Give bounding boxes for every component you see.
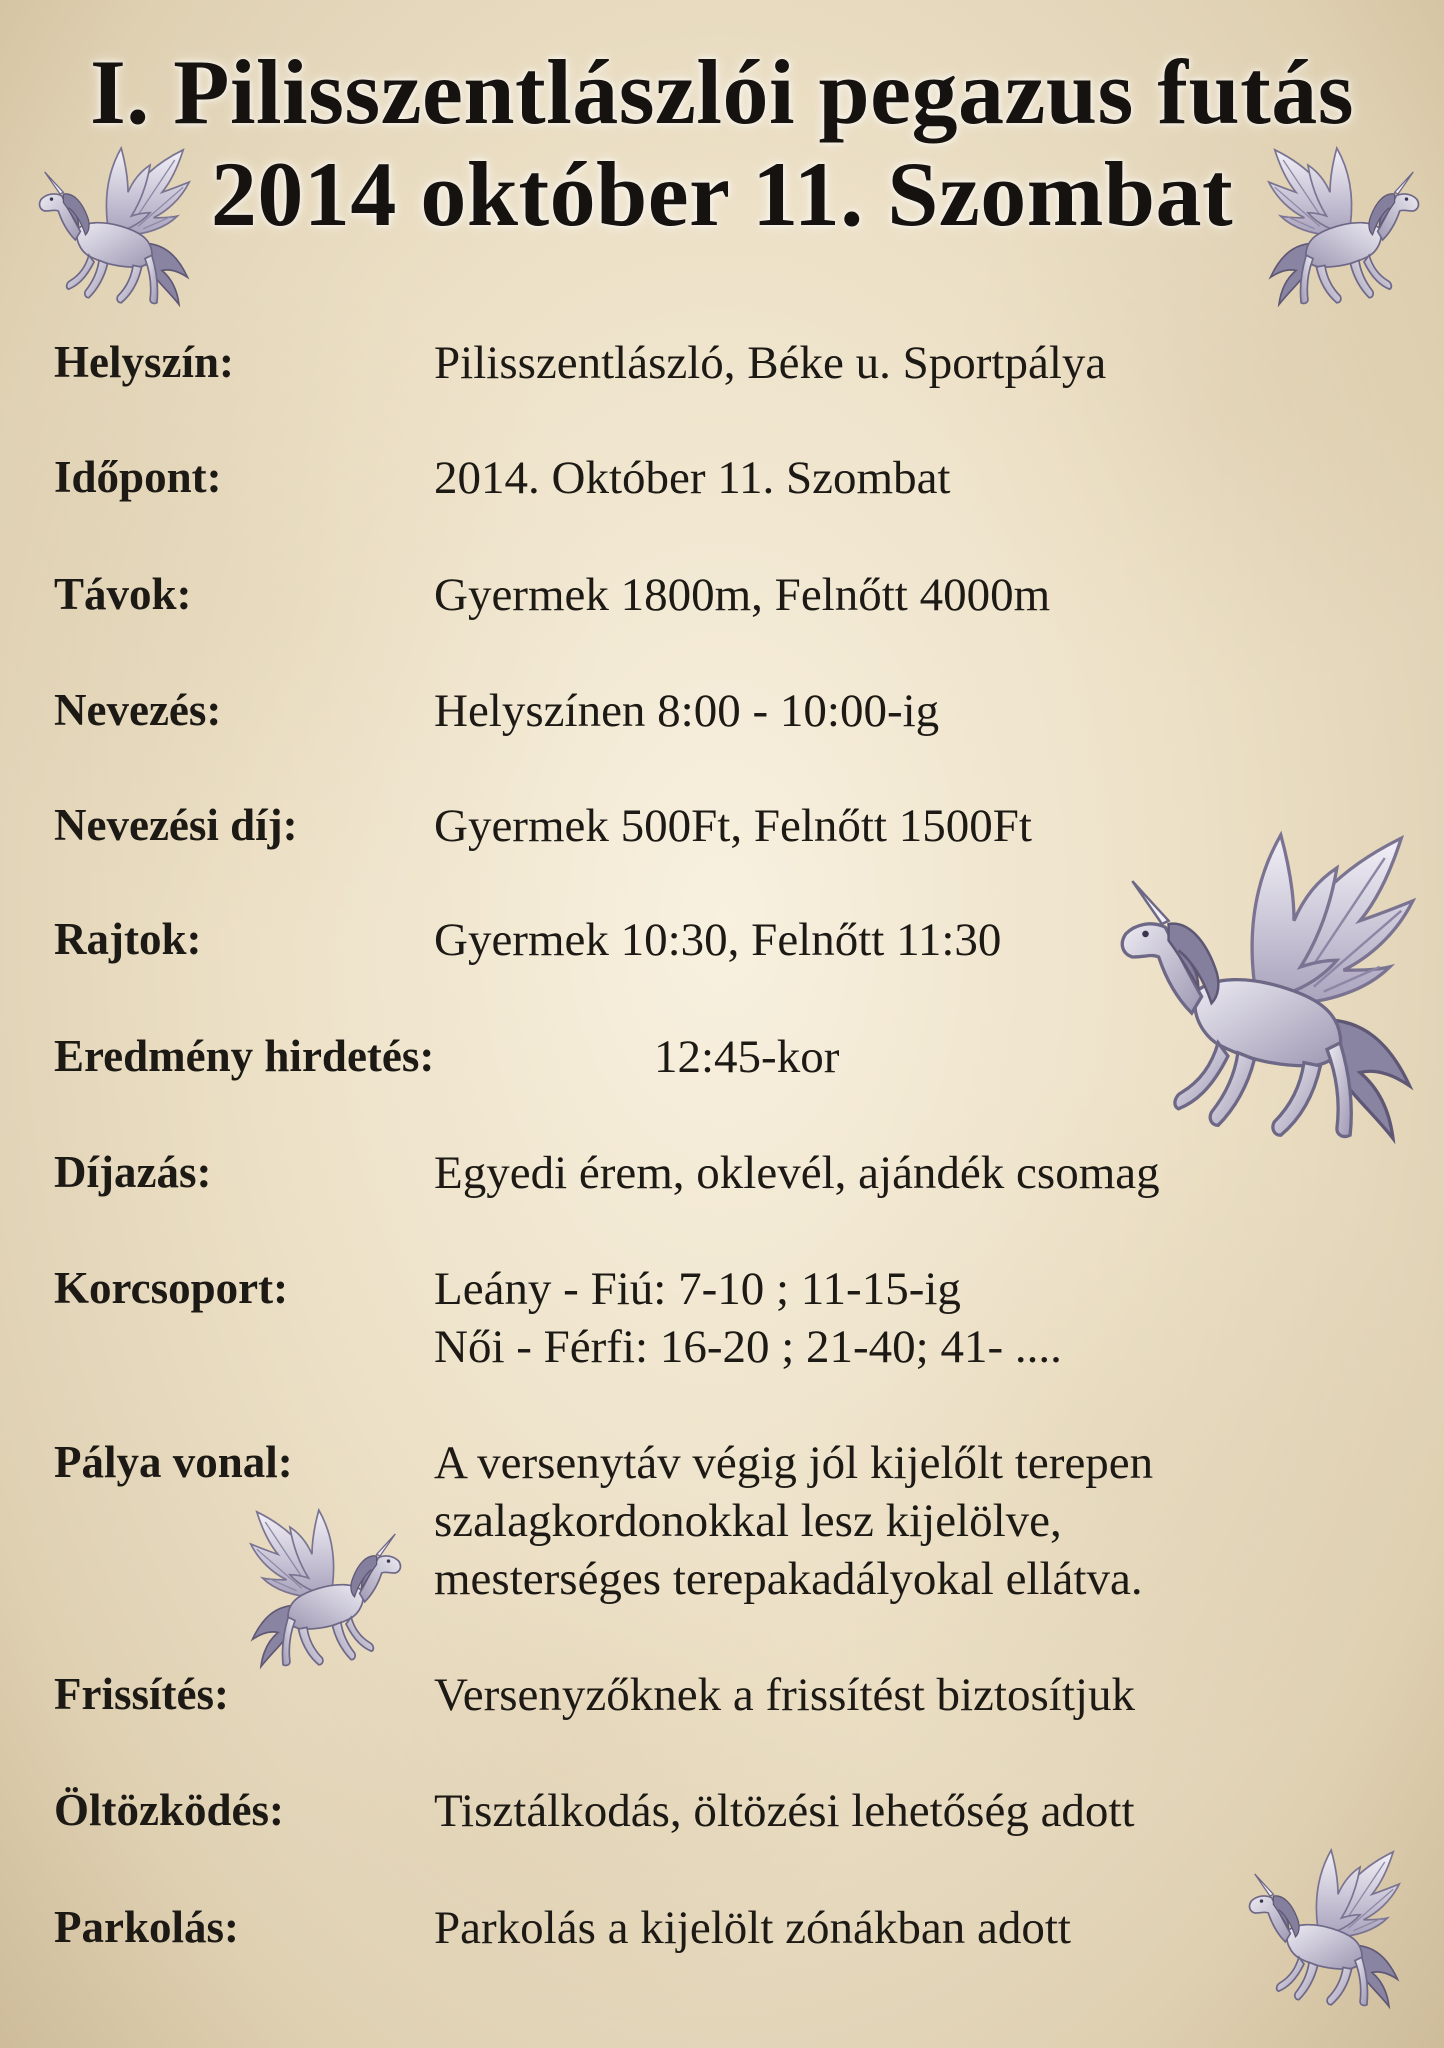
pegasus-icon bbox=[26, 128, 196, 328]
page-title: I. Pilisszentlászlói pegazus futás bbox=[89, 41, 1355, 143]
label-nevezesi-dij: Nevezési díj: bbox=[54, 800, 298, 850]
label-idopont: Időpont: bbox=[54, 452, 222, 502]
label-dijazas: Díjazás: bbox=[54, 1147, 212, 1197]
value-helyszin: Pilisszentlászló, Béke u. Sportpálya bbox=[434, 337, 1107, 389]
palya-line-3: mesterséges terepakadályokal ellátva. bbox=[434, 1553, 1143, 1605]
pegasus-icon bbox=[1262, 128, 1432, 328]
value-dijazas: Egyedi érem, oklevél, ajándék csomag bbox=[434, 1147, 1160, 1199]
value-oltozkodes: Tisztálkodás, öltözési lehetőség adott bbox=[434, 1785, 1135, 1837]
palya-line-2: szalagkordonokkal lesz kijelölve, bbox=[434, 1495, 1062, 1547]
label-frissites: Frissítés: bbox=[54, 1669, 229, 1719]
value-palya-vonal bbox=[434, 1434, 1153, 1608]
label-parkolas: Parkolás: bbox=[54, 1902, 239, 1952]
label-tavok: Távok: bbox=[54, 569, 192, 619]
pegasus-icon bbox=[1236, 1830, 1406, 2030]
korcsoport-line-1: Leány - Fiú: 7-10 ; 11-15-ig bbox=[434, 1263, 961, 1315]
value-idopont: 2014. Október 11. Szombat bbox=[434, 452, 951, 504]
label-helyszin: Helyszín: bbox=[54, 337, 234, 387]
value-parkolas: Parkolás a kijelölt zónákban adott bbox=[434, 1902, 1071, 1954]
pegasus-icon bbox=[244, 1500, 414, 1680]
value-nevezesi-dij: Gyermek 500Ft, Felnőtt 1500Ft bbox=[434, 800, 1032, 852]
label-nevezes: Nevezés: bbox=[54, 685, 222, 735]
value-nevezes: Helyszínen 8:00 - 10:00-ig bbox=[434, 685, 940, 737]
label-eredmeny-hirdetes: Eredmény hirdetés: bbox=[54, 1031, 435, 1081]
korcsoport-line-2: Női - Férfi: 16-20 ; 21-40; 41- .... bbox=[434, 1321, 1062, 1373]
label-oltozkodes: Öltözködés: bbox=[54, 1785, 284, 1835]
value-rajtok: Gyermek 10:30, Felnőtt 11:30 bbox=[434, 914, 1002, 966]
label-rajtok: Rajtok: bbox=[54, 914, 202, 964]
value-eredmeny-hirdetes: 12:45-kor bbox=[654, 1031, 840, 1083]
value-tavok: Gyermek 1800m, Felnőtt 4000m bbox=[434, 569, 1051, 621]
label-palya-vonal: Pálya vonal: bbox=[54, 1437, 293, 1487]
label-korcsoport: Korcsoport: bbox=[54, 1263, 289, 1313]
palya-line-1: A versenytáv végig jól kijelőlt terepen bbox=[434, 1437, 1154, 1489]
value-frissites: Versenyzőknek a frissítést biztosítjuk bbox=[434, 1669, 1135, 1721]
value-korcsoport bbox=[434, 1260, 1062, 1376]
pegasus-icon bbox=[1096, 790, 1426, 1190]
page-subtitle-date: 2014 október 11. Szombat bbox=[210, 143, 1234, 245]
